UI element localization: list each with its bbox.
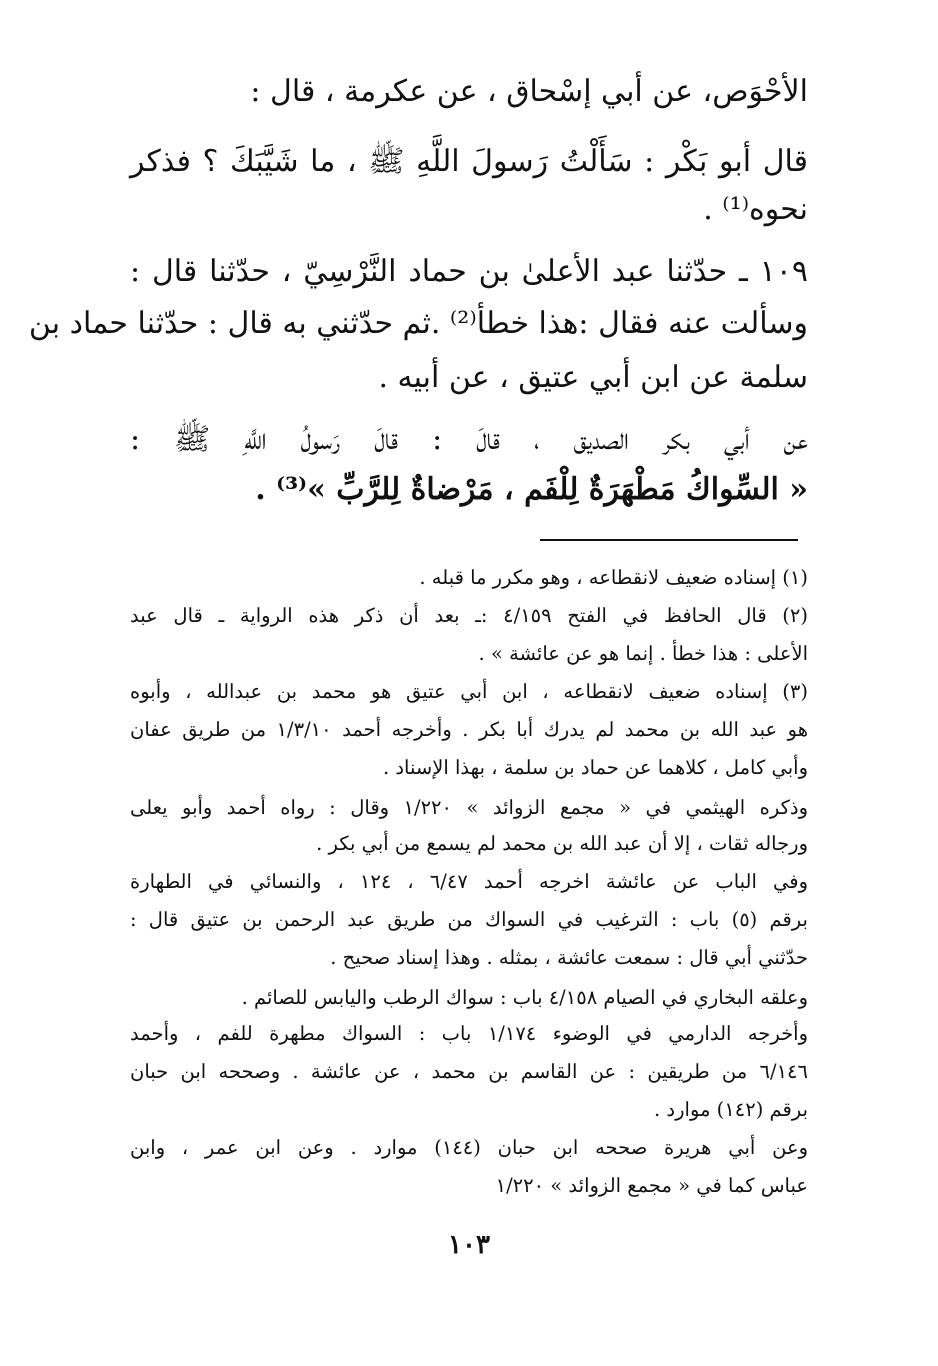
footnote-line: وفي الباب عن عائشة اخرجه أحمد ٦/٤٧ ، ١٢٤ ، والنسائي في الطهارة [130,870,808,893]
footnote-line: وأبي كامل ، كلاهما عن حماد بن سلمة ، بهذا الإسناد . [382,756,808,779]
footnote-line: وعلقه البخاري في الصيام ٤/١٥٨ باب : سواك الرطب واليابس للصائم . [241,986,808,1009]
footnote-line: وأخرجه الدارمي في الوضوء ١/١٧٤ باب : السواك مطهرة للفم ، وأحمد [130,1022,809,1045]
footnote-separator [540,539,798,541]
footnote-line: (٢) قال الحافظ في الفتح ٤/١٥٩ :ـ بعد أن ذكر هذه الرواية ـ قال عبد [130,604,808,627]
page-number: ١٠٣ [448,1230,490,1260]
footnote-line: الأعلى : هذا خطأ . إنما هو عن عائشة » . [478,642,808,665]
footnote-line: برقم (٥) باب : الترغيب في السواك من طريق عبد الرحمن بن عتيق قال : [130,908,808,931]
main-text-line: عن أبي بكر الصديق ، قالَ : قالَ رَسولُ اللَّهِ ﷺ : [130,422,808,457]
footnote-line: (٣) إسناده ضعيف لانقطاعه ، ابن أبي عتيق هو محمد بن عبدالله ، وأبوه [130,680,808,703]
main-text-line: سلمة عن ابن أبي عتيق ، عن أبيه . [378,360,808,395]
main-text-line: وسألت عنه فقال :هذا خطأ⁽²⁾ .ثم حدّثني به قال : حدّثنا حماد بن [28,306,808,341]
footnote-line: وذكره الهيثمي في « مجمع الزوائد » ١/٢٢٠ وقال : رواه أحمد وأبو يعلى [130,796,808,819]
hadith-109-heading: ١٠٩ ـ حدّثنا عبد الأعلىٰ بن حماد النَّرْسِيّ ، حدّثنا قال : [130,254,808,289]
main-text-line: نحوه⁽¹⁾ . [703,192,808,227]
main-text-line: الأحْوَص، عن أبي إسْحاق ، عن عكرمة ، قال : [250,74,808,109]
footnote-line: عباس كما في « مجمع الزوائد » ١/٢٢٠ [495,1174,808,1197]
footnote-line: ٦/١٤٦ من طريقين : عن القاسم بن محمد ، عن عائشة . وصححه ابن حبان [130,1060,808,1083]
footnote-line: وعن أبي هريرة صححه ابن حبان (١٤٤) موارد . وعن ابن عمر ، وابن [130,1136,808,1159]
hadith-matn: « السِّواكُ مَطْهَرَةٌ لِلْفَم ، مَرْضاةٌ لِلرَّبِّ »⁽³⁾ . [255,472,808,507]
footnote-line: برقم (١٤٢) موارد . [654,1098,808,1121]
main-text-line: قال أبو بَكْر : سَأَلْتُ رَسولَ اللَّهِ ﷺ ، ما شَيَّبَكَ ؟ فذكر [130,144,808,179]
footnote-line: (١) إسناده ضعيف لانقطاعه ، وهو مكرر ما قبله . [419,566,808,589]
footnote-line: ورجاله ثقات ، إلا أن عبد الله بن محمد لم يسمع من أبي بكر . [316,832,808,855]
footnote-line: هو عبد الله بن محمد لم يدرك أبا بكر . وأخرجه أحمد ١/٣/١٠ من طريق عفان [130,718,808,741]
footnote-line: حدّثني أبي قال : سمعت عائشة ، بمثله . وهذا إسناد صحيح . [330,946,808,969]
